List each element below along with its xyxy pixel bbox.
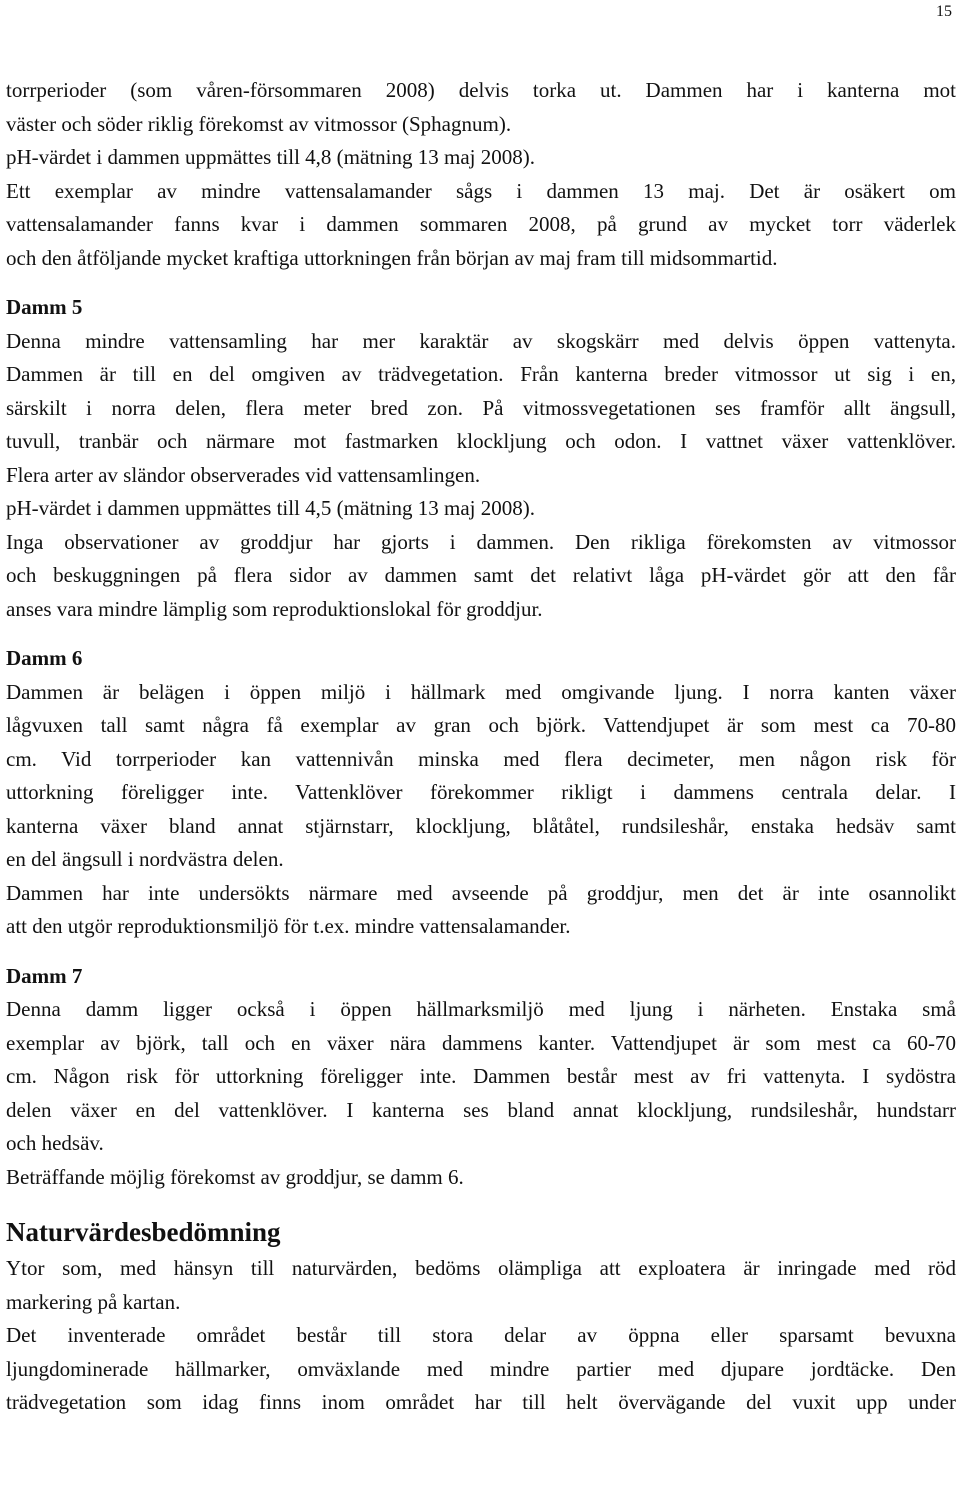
- paragraph-line: trädvegetation som idag finns inom området har till helt övervägande del vuxit upp under: [6, 1390, 956, 1414]
- paragraph-line: att den utgör reproduktionsmiljö för t.ex. mindre vattensalamander.: [6, 914, 571, 938]
- paragraph-line: cm. Vid torrperioder kan vattennivån minska med flera decimeter, men någon risk för: [6, 746, 956, 771]
- paragraph-line: anses vara mindre lämplig som reproduktionslokal för groddjur.: [6, 596, 543, 621]
- paragraph-line: delen växer en del vattenklöver. I kanterna ses bland annat klockljung, rundsileshår, hundstarr: [6, 1097, 956, 1122]
- paragraph-line: torrperioder (som våren-försommaren 2008) delvis torka ut. Dammen har i kanterna mot: [6, 78, 956, 102]
- paragraph-line: och den åtföljande mycket kraftiga uttorkningen från början av maj fram till midsommartid.: [6, 245, 778, 270]
- paragraph-line: Dammen är till en del omgiven av trädvegetation. Från kanterna breder vitmossor ut sig i en,: [6, 362, 956, 386]
- paragraph-line: ljungdominerade hällmarker, omväxlande med mindre partier med djupare jordtäcke. Den: [6, 1356, 956, 1381]
- paragraph-line: en del ängsull i nordvästra delen.: [6, 847, 284, 871]
- section-intro: [6, 74, 956, 275]
- paragraph-line: Dammen är belägen i öppen miljö i hällmark med omgivande ljung. I norra kanten växer: [6, 679, 956, 704]
- section-damm-7: [6, 960, 956, 1195]
- paragraph-line: Denna damm ligger också i öppen hällmarksmiljö med ljung i närheten. Enstaka små: [6, 997, 956, 1021]
- paragraph-line: och hedsäv.: [6, 1131, 104, 1155]
- section-damm-5: [6, 291, 956, 626]
- paragraph-line: Beträffande möjlig förekomst av groddjur, se damm 6.: [6, 1164, 464, 1189]
- paragraph-line: Ett exemplar av mindre vattensalamander sågs i dammen 13 maj. Det är osäkert om: [6, 178, 956, 203]
- paragraph-line: markering på kartan.: [6, 1289, 181, 1314]
- document-body: [6, 74, 956, 1420]
- paragraph-line: exemplar av björk, tall och en växer nära dammens kanter. Vattendjupet är som mest ca 60-70: [6, 1030, 956, 1055]
- paragraph-line: cm. Någon risk för uttorkning föreligger inte. Dammen består mest av fri vattenyta. I sydöstra: [6, 1064, 956, 1088]
- section-naturvardesbedomning: [6, 1212, 956, 1420]
- paragraph-line: pH-värdet i dammen uppmättes till 4,5 (mätning 13 maj 2008).: [6, 496, 535, 520]
- section-heading: Naturvärdesbedömning: [6, 1217, 281, 1247]
- paragraph-line: uttorkning föreligger inte. Vattenklöver förekommer rikligt i dammens centrala delar. I: [6, 780, 956, 804]
- paragraph-line: Dammen har inte undersökts närmare med avseende på groddjur, men det är inte osannolikt: [6, 880, 956, 905]
- paragraph-line: tuvull, tranbär och närmare mot fastmarken klockljung och odon. I vattnet växer vattenklöver.: [6, 429, 956, 453]
- paragraph-line: Denna mindre vattensamling har mer karaktär av skogskärr med delvis öppen vattenyta.: [6, 328, 956, 353]
- paragraph-line: Flera arter av sländor observerades vid vattensamlingen.: [6, 462, 481, 487]
- paragraph-line: Inga observationer av groddjur har gjorts i dammen. Den rikliga förekomsten av vitmossor: [6, 529, 956, 554]
- paragraph-line: väster och söder riklig förekomst av vitmossor (Sphagnum).: [6, 111, 512, 136]
- paragraph-line: och beskuggningen på flera sidor av dammen samt det relativt låga pH-värdet gör att den får: [6, 563, 956, 587]
- paragraph-line: kanterna växer bland annat stjärnstarr, klockljung, blåtåtel, rundsileshår, enstaka hedsäv samt: [6, 813, 956, 838]
- section-heading: Damm 5: [6, 295, 83, 319]
- section-heading: Damm 7: [6, 963, 83, 988]
- paragraph-line: Ytor som, med hänsyn till naturvärden, bedöms olämpliga att exploatera är inringade med röd: [6, 1256, 956, 1280]
- page-number: 15: [936, 3, 952, 20]
- section-damm-6: [6, 642, 956, 944]
- paragraph-line: vattensalamander fanns kvar i dammen sommaren 2008, på grund av mycket torr väderlek: [6, 212, 956, 236]
- section-heading: Damm 6: [6, 646, 83, 670]
- paragraph-line: lågvuxen tall samt några få exemplar av gran och björk. Vattendjupet är som mest ca 70-80: [6, 713, 956, 737]
- paragraph-line: Det inventerade området består till stora delar av öppna eller sparsamt bevuxna: [6, 1323, 956, 1347]
- paragraph-line: särskilt i norra delen, flera meter bred zon. På vitmossvegetationen ses framför allt ängsull,: [6, 395, 956, 420]
- paragraph-line: pH-värdet i dammen uppmättes till 4,8 (mätning 13 maj 2008).: [6, 145, 535, 169]
